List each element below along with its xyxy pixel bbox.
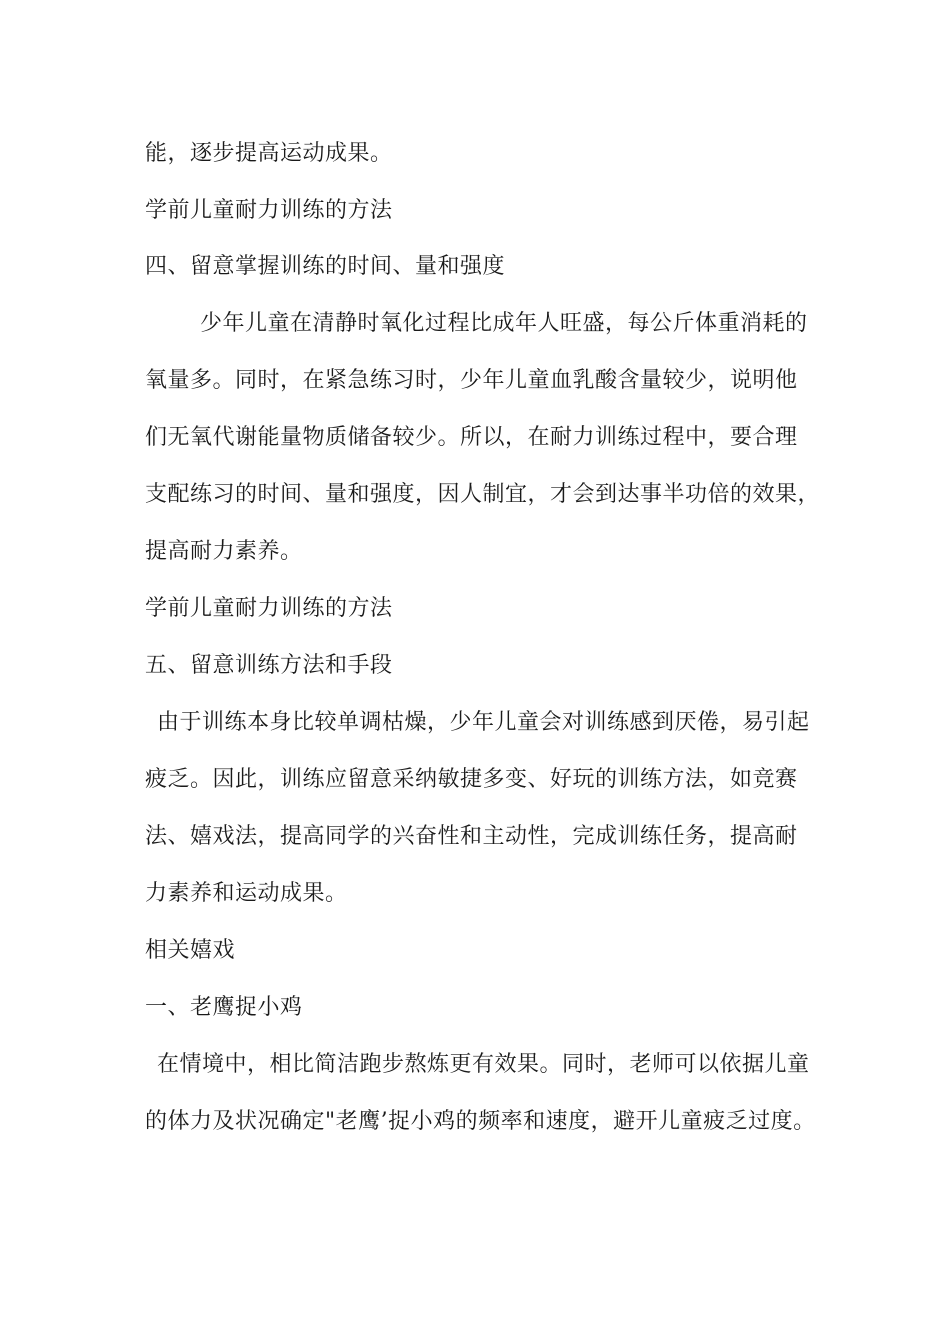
- paragraph-line: 法、嬉戏法，提高同学的兴奋性和主动性，完成训练任务，提高耐: [145, 824, 798, 849]
- paragraph-line: 的体力及状况确定"老鹰’捉小鸡的频率和速度，避开儿童疲乏过度。: [145, 1109, 816, 1134]
- paragraph-line: 支配练习的时间、量和强度，因人制宜，才会到达事半功倍的效果，: [145, 482, 821, 507]
- section-heading: 相关嬉戏: [145, 938, 236, 963]
- paragraph-line: 氧量多。同时，在紧急练习时，少年儿童血乳酸含量较少，说明他: [145, 368, 798, 393]
- section-heading: 五、留意训练方法和手段: [145, 653, 393, 678]
- paragraph-line: 疲乏。因此，训练应留意采纳敏捷多变、好玩的训练方法，如竞赛: [145, 767, 798, 792]
- section-heading: 四、留意掌握训练的时间、量和强度: [145, 254, 506, 279]
- paragraph-line: 由于训练本身比较单调枯燥，少年儿童会对训练感到厌倦，易引起: [157, 710, 810, 735]
- paragraph-line: 在情境中，相比简洁跑步熬炼更有效果。同时，老师可以依据儿童: [157, 1052, 810, 1077]
- paragraph-line: 能，逐步提高运动成果。: [145, 141, 393, 166]
- paragraph-line: 提高耐力素养。: [145, 539, 303, 564]
- section-heading: 学前儿童耐力训练的方法: [145, 198, 393, 223]
- section-heading: 一、老鹰捉小鸡: [145, 995, 303, 1020]
- paragraph-line: 们无氧代谢能量物质储备较少。所以，在耐力训练过程中，要合理: [145, 425, 798, 450]
- paragraph-line: 力素养和运动成果。: [145, 881, 348, 906]
- section-heading: 学前儿童耐力训练的方法: [145, 596, 393, 621]
- paragraph-line: 少年儿童在清静时氧化过程比成年人旺盛，每公斤体重消耗的: [200, 311, 808, 336]
